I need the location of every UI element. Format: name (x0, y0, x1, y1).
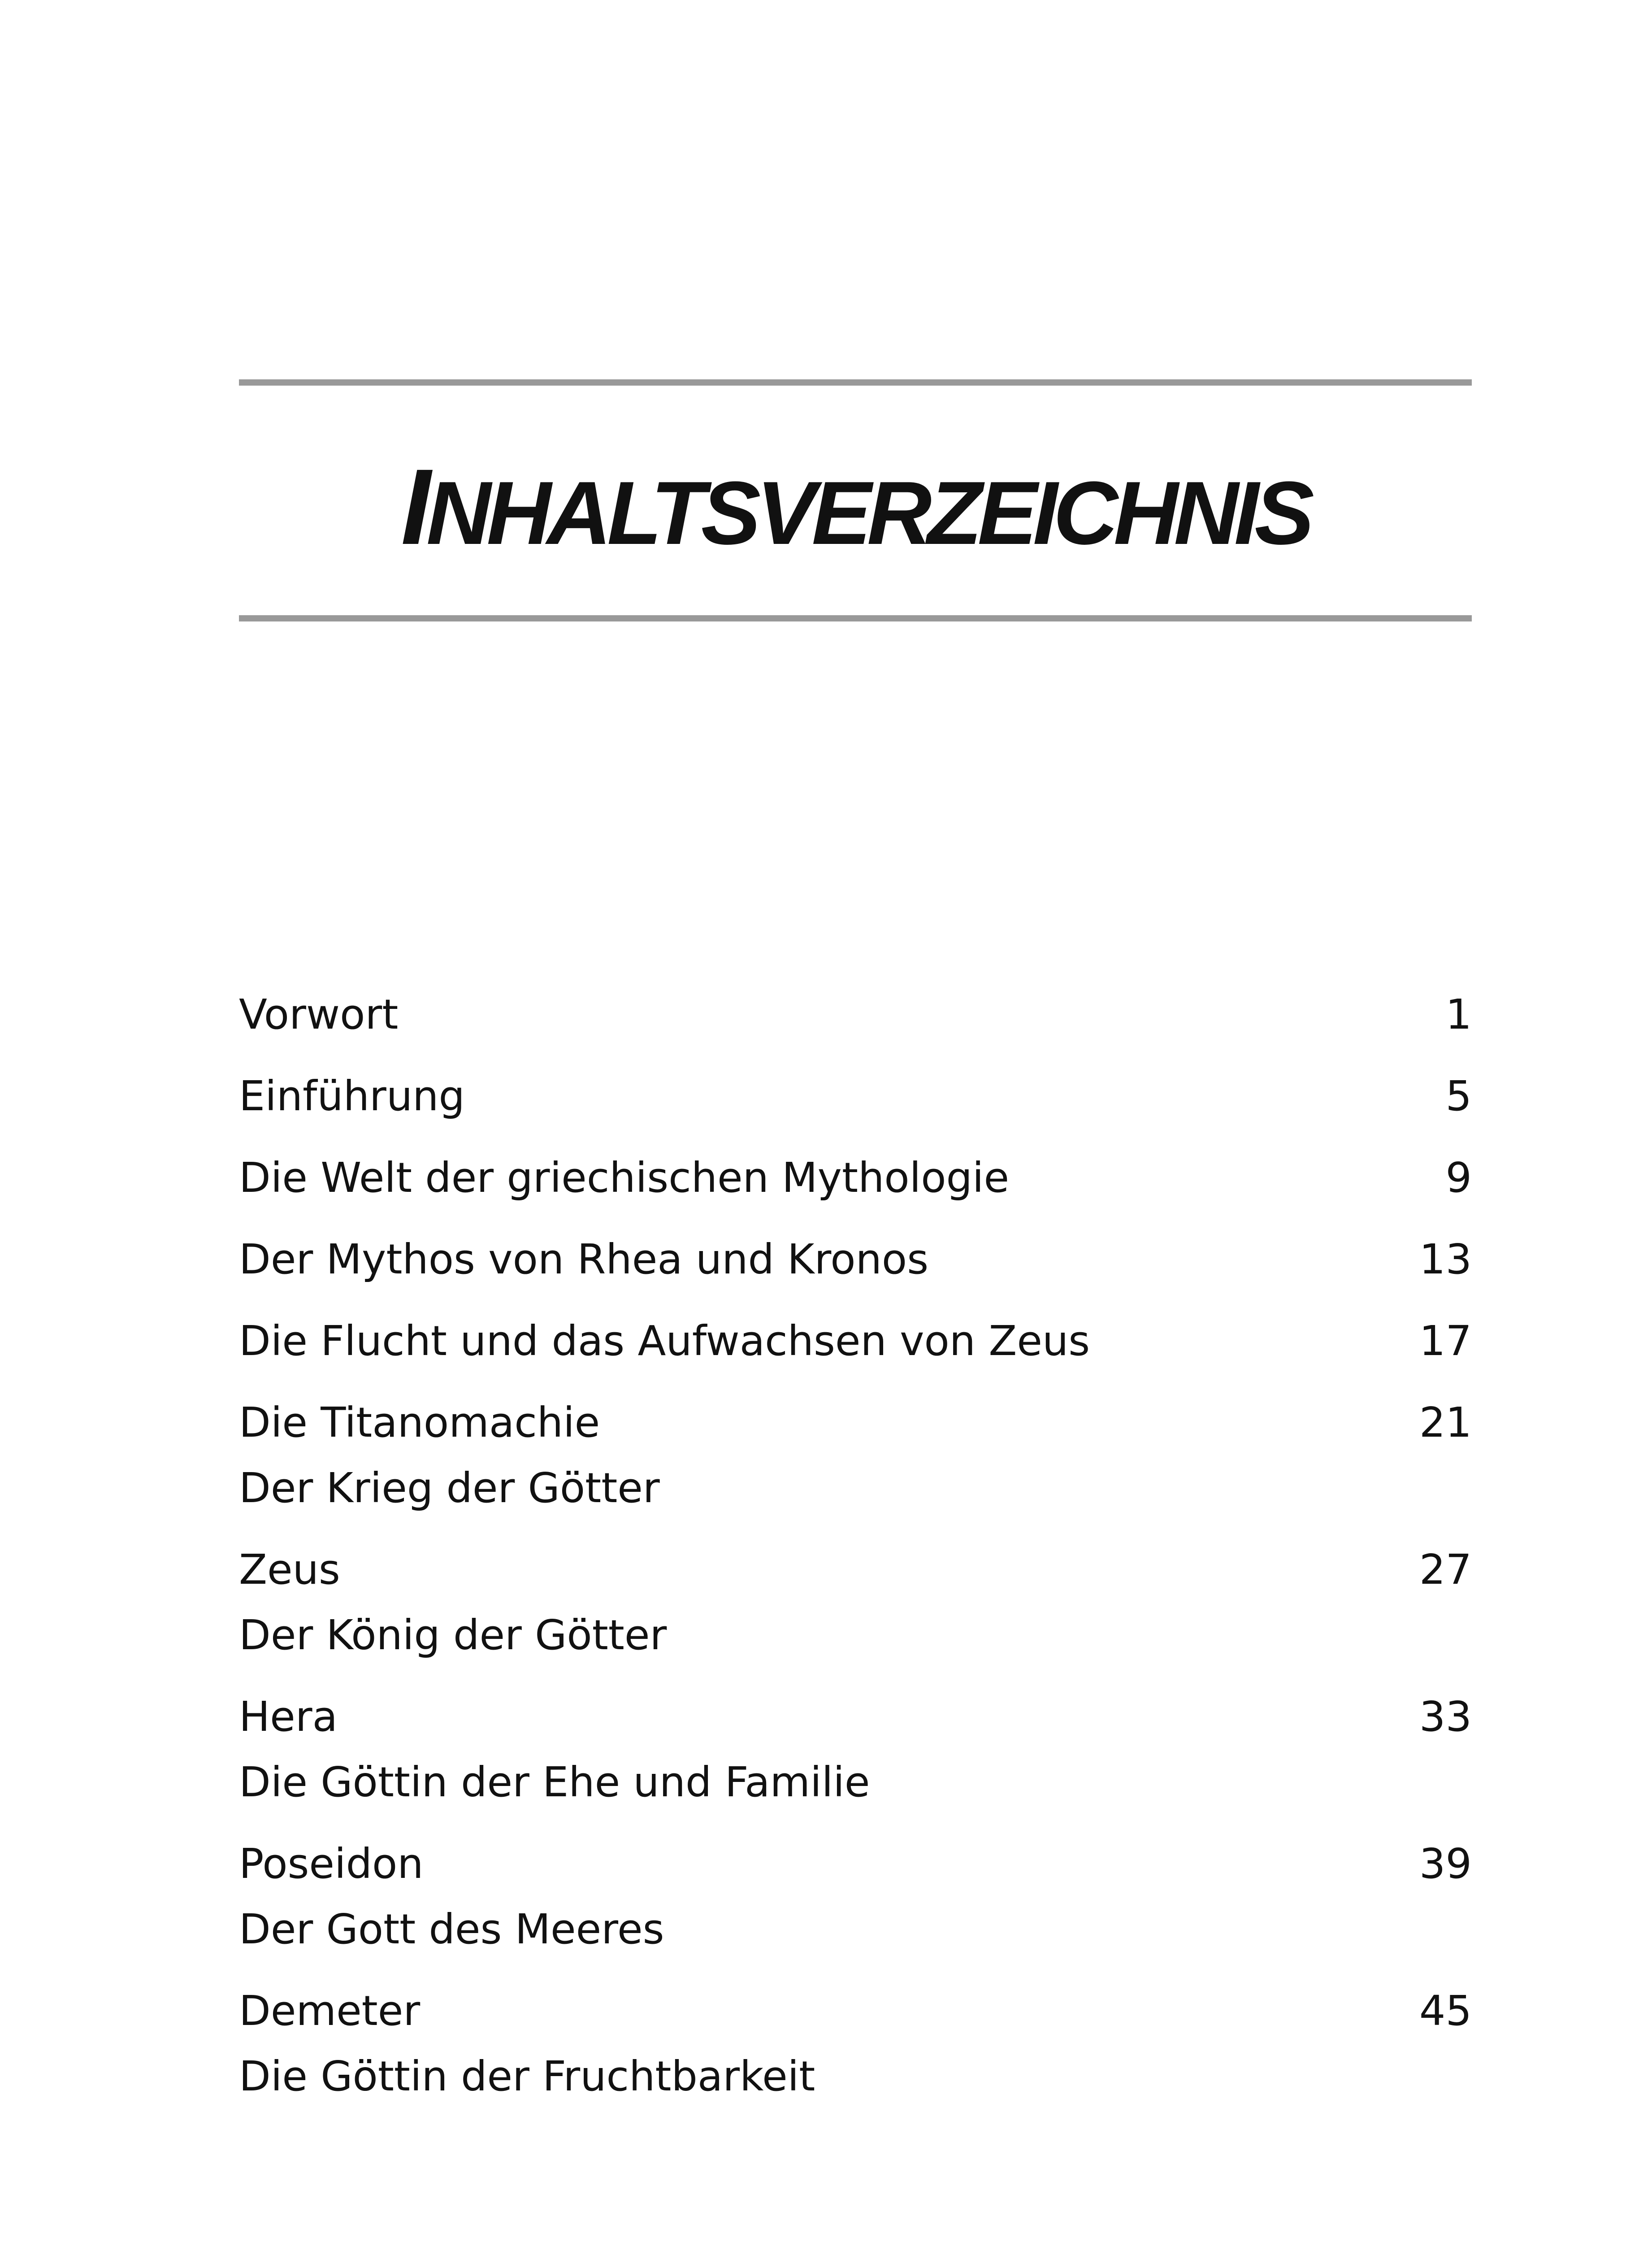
toc-entry[interactable] (239, 1227, 1472, 1292)
toc-entry[interactable] (239, 1684, 1472, 1815)
toc-entry-title: Der Mythos von Rhea und Kronos (239, 1235, 929, 1283)
toc-entry-subtitle: Der König der Götter (239, 1611, 667, 1659)
toc-entry-line (239, 1684, 1472, 1750)
page-title-rest: NHALTSVERZEICHNIS (426, 463, 1310, 563)
toc-entry-title: Poseidon (239, 1840, 424, 1888)
page-title-initial: I (401, 447, 426, 567)
toc-entry-title: Hera (239, 1693, 338, 1741)
toc-entry-page-number: 17 (1419, 1317, 1472, 1365)
toc-entry-title: Einführung (239, 1072, 465, 1120)
toc-entry-title: Demeter (239, 1987, 421, 2035)
toc-entry[interactable] (239, 1145, 1472, 1211)
toc-entry-subtitle: Der Krieg der Götter (239, 1464, 660, 1512)
toc-entry-line (239, 1064, 1472, 1129)
toc-entry-page-number: 39 (1419, 1840, 1472, 1888)
toc-entry-line (239, 982, 1472, 1047)
toc-entry-line (239, 1308, 1472, 1374)
toc-entry-title: Die Welt der griechischen Mythologie (239, 1154, 1010, 1202)
toc-entry-line (239, 1537, 1472, 1603)
toc-entry-title: Die Titanomachie (239, 1399, 600, 1447)
toc-entry-line (239, 1978, 1472, 2044)
toc-entry-page-number: 21 (1419, 1399, 1472, 1447)
toc-entry-title: Die Flucht und das Aufwachsen von Zeus (239, 1317, 1090, 1365)
bottom-rule (239, 615, 1472, 621)
toc-entry-subtitle: Die Göttin der Ehe und Familie (239, 1758, 870, 1806)
toc-entry-page-number: 9 (1445, 1154, 1472, 1202)
toc-entry[interactable] (239, 1831, 1472, 1962)
toc-entry[interactable] (239, 1390, 1472, 1521)
toc-entry-page-number: 13 (1419, 1235, 1472, 1283)
toc-entry[interactable] (239, 982, 1472, 1047)
toc-entry[interactable] (239, 1978, 1472, 2109)
toc-entry[interactable] (239, 1064, 1472, 1129)
toc-entry-page-number: 27 (1419, 1546, 1472, 1594)
toc-entry-subtitle: Der Gott des Meeres (239, 1905, 664, 1953)
table-of-contents (239, 982, 1472, 2125)
toc-entry-line (239, 1145, 1472, 1211)
toc-entry-subtitle: Die Göttin der Fruchtbarkeit (239, 2052, 815, 2100)
toc-entry[interactable] (239, 1308, 1472, 1374)
toc-entry-title: Zeus (239, 1546, 340, 1594)
toc-entry-page-number: 33 (1419, 1693, 1472, 1741)
page-title (239, 447, 1472, 567)
top-rule (239, 379, 1472, 386)
toc-entry-title: Vorwort (239, 991, 399, 1038)
toc-entry-line (239, 1831, 1472, 1897)
toc-entry[interactable] (239, 1537, 1472, 1668)
toc-entry-line (239, 1390, 1472, 1456)
toc-entry-line (239, 1227, 1472, 1292)
toc-entry-page-number: 45 (1419, 1987, 1472, 2035)
toc-entry-page-number: 5 (1445, 1072, 1472, 1120)
toc-entry-page-number: 1 (1445, 991, 1472, 1038)
